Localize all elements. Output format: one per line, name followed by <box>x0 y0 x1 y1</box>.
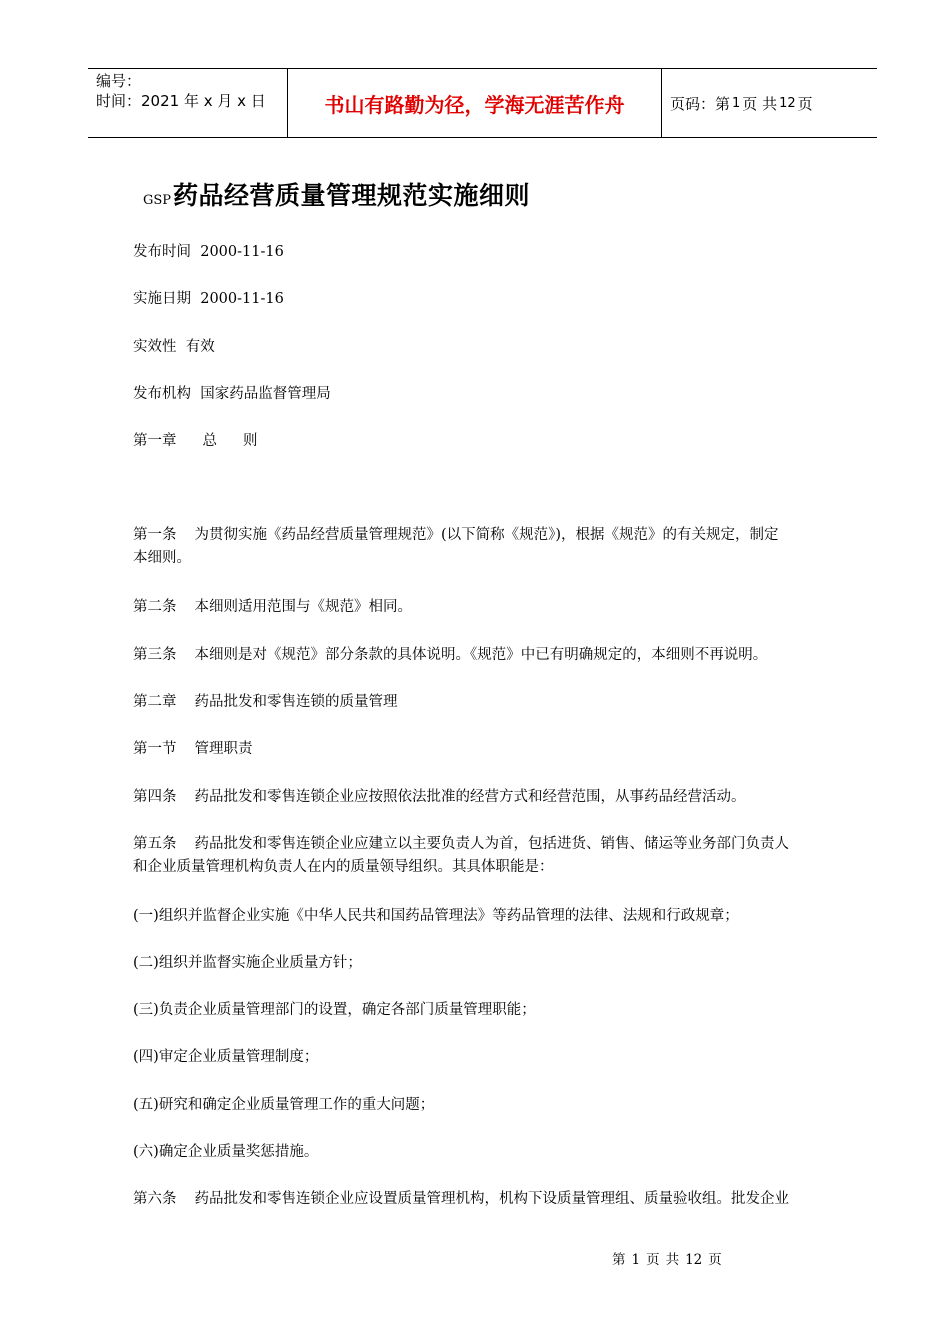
header-bianhao: 编号： <box>96 72 142 90</box>
list-item: (一)组织并监督企业实施《中华人民共和国药品管理法》等药品管理的法律、法规和行政规章； <box>133 908 739 924</box>
header-page-num: 1 <box>732 95 741 111</box>
article-3 <box>133 644 861 667</box>
footer-text: 共 <box>665 1252 680 1268</box>
list-item: (四)审定企业质量管理制度； <box>133 1049 319 1065</box>
footer-page-num: 1 <box>631 1252 641 1268</box>
article-text: 药品批发和零售连锁企业应建立以主要负责人为首，包括进货、销售、储运等业务部门负责人 <box>194 836 789 852</box>
meta-label: 实施日期 <box>133 291 191 307</box>
meta-effective-date <box>133 288 861 311</box>
list-item: (六)确定企业质量奖惩措施。 <box>133 1144 319 1160</box>
header-left-cell <box>88 69 288 137</box>
chapter-2-heading <box>133 691 861 714</box>
header-page-mid: 页 共 <box>742 94 778 113</box>
footer-page-total: 12 <box>685 1252 703 1268</box>
meta-label: 发布机构 <box>133 386 191 402</box>
header-page-total: 12 <box>779 95 796 111</box>
meta-label: 发布时间 <box>133 244 191 260</box>
section-label: 第一节 <box>133 741 177 757</box>
document-title <box>143 176 530 212</box>
header-motto-text: 书山有路勤为径，学海无涯苦作舟 <box>324 92 625 117</box>
article-label: 第一条 <box>133 527 177 543</box>
meta-label: 实效性 <box>133 339 177 355</box>
article-label: 第三条 <box>133 647 177 663</box>
meta-validity <box>133 336 861 359</box>
meta-value: 2000-11-16 <box>200 244 284 260</box>
header-page-info <box>662 69 877 137</box>
chapter-label: 第二章 <box>133 694 177 710</box>
chapter-title-part: 则 <box>243 433 258 449</box>
meta-value: 国家药品监督管理局 <box>200 386 331 402</box>
chapter-title: 药品批发和零售连锁的质量管理 <box>194 694 398 710</box>
article-text: 为贯彻实施《药品经营质量管理规范》(以下简称《规范》)，根据《规范》的有关规定，制定 <box>194 527 779 543</box>
article-4 <box>133 786 861 809</box>
article-5 <box>133 833 861 879</box>
header-table <box>88 68 877 138</box>
list-item: (三)负责企业质量管理部门的设置，确定各部门质量管理职能； <box>133 1002 536 1018</box>
list-item: (二)组织并监督实施企业质量方针； <box>133 955 362 971</box>
article-1 <box>133 524 861 570</box>
page-footer <box>612 1248 728 1268</box>
article-text: 和企业质量管理机构负责人在内的质量领导组织。其具体职能是： <box>133 859 554 875</box>
header-motto <box>288 69 662 137</box>
meta-publish-date <box>133 241 861 264</box>
meta-issuer <box>133 383 861 406</box>
article-6 <box>133 1188 861 1211</box>
article-2 <box>133 596 861 619</box>
chapter-title-part: 总 <box>202 433 217 449</box>
article-text: 本细则是对《规范》部分条款的具体说明。《规范》中已有明确规定的，本细则不再说明。 <box>194 647 768 663</box>
header-page-end: 页 <box>797 94 813 113</box>
footer-text: 页 <box>646 1252 660 1268</box>
section-title: 管理职责 <box>194 741 253 757</box>
article-label: 第四条 <box>133 789 177 805</box>
article-text: 药品批发和零售连锁企业应按照依法批准的经营方式和经营范围，从事药品经营活动。 <box>194 789 746 805</box>
article-label: 第二条 <box>133 599 177 615</box>
chapter-1-heading <box>133 430 861 453</box>
article-text: 本细则。 <box>133 550 191 566</box>
title-prefix: GSP <box>143 193 172 208</box>
title-main: 药品经营质量管理规范实施细则 <box>173 181 531 210</box>
meta-value: 有效 <box>185 339 215 355</box>
header-page-label: 页码：第 <box>670 94 731 113</box>
header-shijian: 时间：2021 年 x 月 x 日 <box>96 92 266 110</box>
section-1-heading <box>133 738 861 761</box>
meta-value: 2000-11-16 <box>200 291 284 307</box>
chapter-label: 第一章 <box>133 433 177 449</box>
article-label: 第六条 <box>133 1191 177 1207</box>
footer-text: 页 <box>708 1252 722 1268</box>
list-item: (五)研究和确定企业质量管理工作的重大问题； <box>133 1097 435 1113</box>
article-text: 本细则适用范围与《规范》相同。 <box>194 599 412 615</box>
footer-text: 第 <box>612 1252 626 1268</box>
article-text: 药品批发和零售连锁企业应设置质量管理机构，机构下设质量管理组、质量验收组。批发企业 <box>194 1191 789 1207</box>
article-label: 第五条 <box>133 836 177 852</box>
